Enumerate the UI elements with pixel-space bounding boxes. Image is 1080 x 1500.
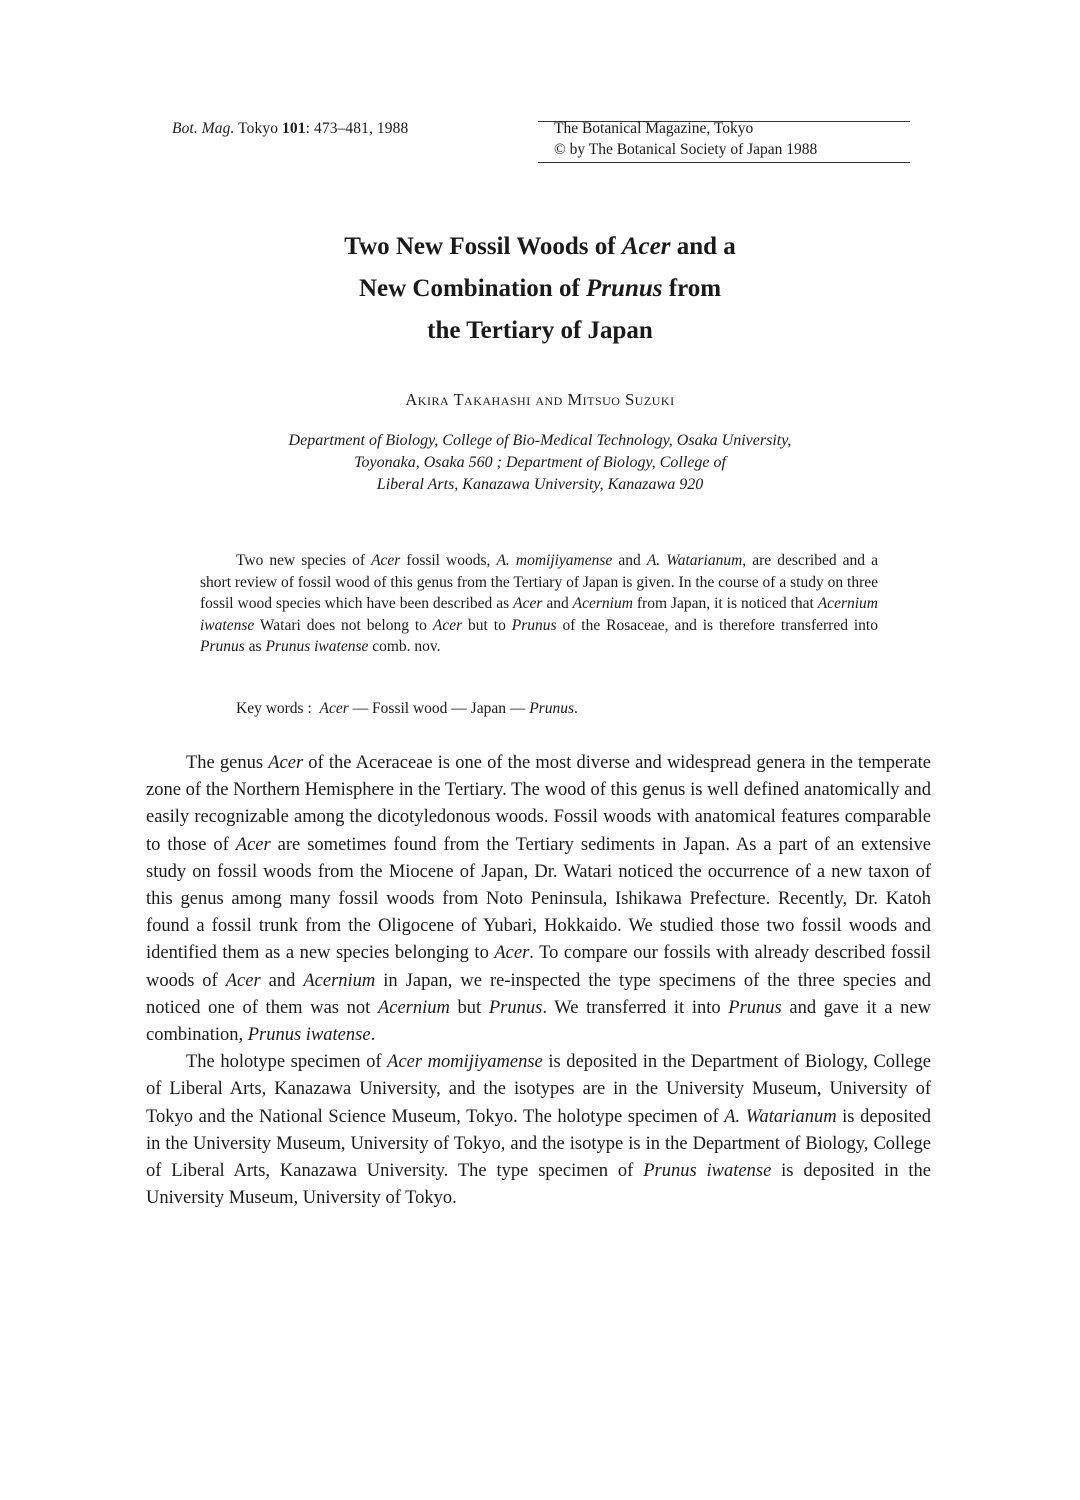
taxon: Acer	[494, 943, 530, 964]
copyright-line: © by The Botanical Society of Japan 1988	[554, 141, 818, 158]
text: comb. nov.	[368, 638, 441, 655]
taxon: Prunus	[728, 997, 782, 1018]
body-paragraph-2	[146, 1049, 931, 1212]
text: Two new species of	[236, 552, 372, 569]
text: and	[542, 595, 573, 612]
citation-line	[172, 120, 408, 138]
taxon: Prunus iwatense	[265, 638, 369, 655]
abstract-paragraph	[200, 550, 878, 658]
title-genus: Prunus	[586, 275, 663, 302]
journal-name: The Botanical Magazine, Tokyo	[554, 120, 754, 137]
taxon: Acernium	[572, 595, 633, 612]
text: is deposited in the Department of Biology, College of Liberal Arts, Kanazawa University, and the isotypes are in the University Museum, University of Tokyo and the National Science Museum, Tokyo. The holotype specimen of	[146, 1052, 931, 1127]
taxon: Acer	[268, 753, 304, 773]
title-text: from	[662, 275, 722, 302]
text: is deposited in the University Museum, University of Tokyo, and the isotype is in the Department of Biology, College of Liberal Arts, Kanazawa University. The type specimen of	[146, 1106, 931, 1182]
title-genus: Acer	[621, 233, 671, 260]
taxon: Prunus iwatense	[247, 1025, 371, 1046]
taxon: Acernium	[377, 997, 450, 1018]
text: . To compare our fossils with already described fossil woods of	[146, 943, 931, 991]
title-line-3: the Tertiary of Japan	[427, 317, 653, 344]
taxon: Acer	[235, 834, 271, 855]
taxon: Acer	[371, 552, 401, 569]
text: , are described and a short review of fossil wood of this genus from the Tertiary of Japan is given. In the course of a study on three fossil wood species which have been described as	[200, 552, 878, 612]
text: of the Rosaceae, and is therefore transferred into	[556, 616, 878, 634]
text: as	[244, 638, 266, 655]
taxon: A. Watarianum	[724, 1106, 837, 1127]
text: is deposited in the University Museum, University of Tokyo.	[146, 1161, 931, 1209]
title-line-2	[0, 268, 1080, 310]
taxon: Acernium	[303, 970, 376, 991]
keyword-list: — Fossil wood — Japan —	[348, 700, 530, 717]
keywords	[236, 700, 578, 718]
citation-volume: 101	[282, 120, 306, 137]
citation-city: Tokyo	[238, 120, 279, 137]
body-text	[146, 750, 931, 1212]
bottom-rule	[538, 162, 910, 163]
text: from Japan, it is noticed that	[632, 595, 818, 612]
keyword: Acer	[319, 700, 349, 717]
text: . We transferred it into	[542, 997, 729, 1018]
affiliation-line-3: Liberal Arts, Kanazawa University, Kanazawa 920	[376, 476, 704, 493]
text: but	[449, 997, 489, 1018]
body-paragraph-1	[146, 750, 931, 1049]
affiliation	[0, 430, 1080, 496]
taxon: A. Watarianum	[646, 552, 743, 569]
affiliation-line-2: Toyonaka, Osaka 560 ; Department of Biology, College of	[354, 454, 726, 471]
taxon: Prunus	[200, 638, 245, 655]
text: and	[612, 552, 647, 569]
text: of the Aceraceae is one of the most diverse and widespread genera in the temperate zone of the Northern Hemisphere in the Tertiary. The wood of this genus is well defined anatomically and easily recognizable among the dicotyledonous woods. Fossil woods with anatomical features comparable to those of	[146, 753, 931, 855]
citation-journal: Bot. Mag.	[172, 120, 235, 137]
title-text: New Combination of	[358, 275, 587, 302]
citation-pages: : 473–481, 1988	[305, 120, 409, 137]
text: and gave it a new combination,	[146, 997, 931, 1046]
paper-title	[0, 226, 1080, 352]
title-line-1	[0, 226, 1080, 268]
taxon: Prunus	[511, 616, 557, 634]
text: fossil woods,	[400, 552, 497, 569]
authors: Akira Takahashi and Mitsuo Suzuki	[405, 390, 675, 409]
text: in Japan, we re-inspected the type specimens of the three species and noticed one of them was not	[146, 970, 931, 1018]
taxon: Acer	[513, 595, 543, 612]
keywords-label: Key words :	[236, 700, 312, 717]
text: .	[370, 1025, 376, 1046]
taxon: Prunus	[488, 997, 543, 1018]
text: The genus	[186, 753, 269, 773]
abstract	[200, 550, 878, 658]
text: Watari does not belong to	[254, 616, 433, 634]
taxon: Acer	[432, 616, 463, 634]
taxon: Acernium iwatense	[200, 595, 878, 634]
taxon: Acer momijiyamense	[387, 1052, 543, 1073]
taxon: Prunus iwatense	[643, 1161, 772, 1182]
text: are sometimes found from the Tertiary sediments in Japan. As a part of an extensive study on fossil woods from the Miocene of Japan, Dr. Watari noticed the occurrence of a new taxon of this genus among many fossil woods from Noto Peninsula, Ishikawa Prefecture. Recently, Dr. Katoh found a fossil trunk from the Oligocene of Yubari, Hokkaido. We studied those two fossil woods and identified them as a new species belonging to	[146, 834, 931, 964]
taxon: Acer	[225, 970, 261, 991]
taxon: A. momijiyamense	[496, 552, 613, 569]
keyword: Prunus	[529, 700, 575, 717]
text: The holotype specimen of	[186, 1052, 388, 1073]
title-text: and a	[670, 233, 736, 260]
affiliation-line-1: Department of Biology, College of Bio-Medical Technology, Osaka University,	[288, 432, 792, 449]
text: and	[260, 970, 304, 991]
title-text: Two New Fossil Woods of	[344, 233, 622, 260]
text: but to	[462, 616, 512, 634]
text: .	[574, 700, 578, 717]
